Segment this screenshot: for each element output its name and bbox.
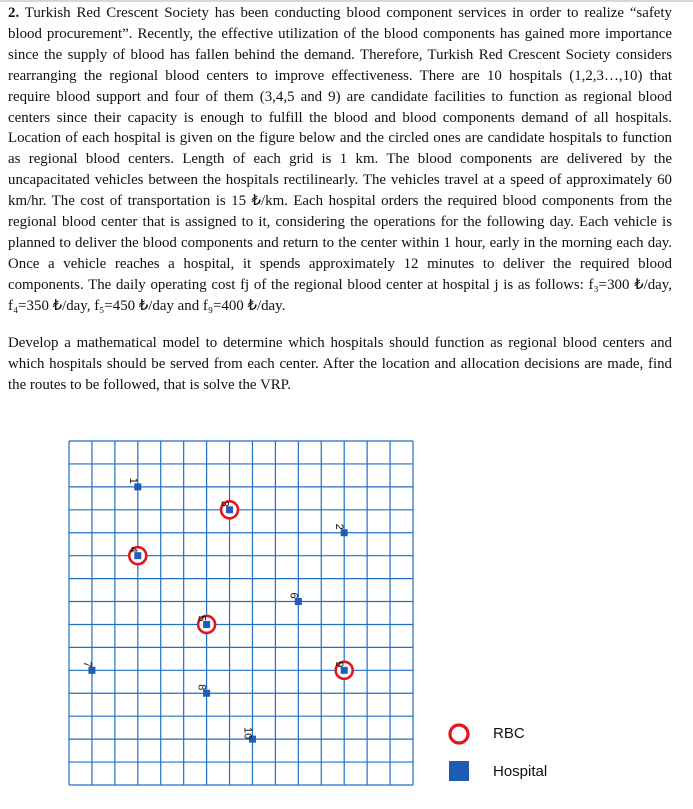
hospital-4 (127, 547, 147, 565)
hospital-8 (196, 684, 211, 697)
hospital-square-8 (203, 690, 210, 697)
hospital-label-4: 4 (126, 546, 139, 553)
hospital-square-5 (203, 621, 210, 628)
hospital-10 (241, 727, 256, 743)
hospital-label-5: 5 (195, 615, 208, 622)
legend-hospital-icon (449, 761, 469, 781)
legend-hospital-label: Hospital (493, 763, 548, 780)
hospital-label-1: 1 (126, 477, 139, 484)
hospital-3 (219, 501, 239, 519)
hospital-square-6 (295, 598, 302, 605)
legend-rbc-icon (450, 725, 468, 743)
task-statement: Develop a mathematical model to determine which hospitals should function as regional blood centers and which hospitals should be served from each center. After the location and allocation decisions are made, find the routes to be followed, that is solve the VRP. (8, 335, 672, 393)
hospital-label-9: 9 (333, 661, 346, 668)
hospital-7 (81, 661, 96, 674)
hospital-label-8: 8 (195, 684, 208, 691)
hospital-label-2: 2 (333, 523, 346, 530)
hospital-square-3 (226, 506, 233, 513)
hospital-label-7: 7 (80, 661, 93, 668)
hospital-square-2 (341, 529, 348, 536)
hospital-5 (196, 615, 216, 633)
legend-rbc-label: RBC (493, 725, 525, 742)
legend-icons (449, 725, 469, 781)
hospital-square-7 (88, 667, 95, 674)
hospital-2 (333, 524, 348, 537)
hospital-square-9 (341, 667, 348, 674)
hospital-square-1 (134, 483, 141, 490)
problem-number: 2. (8, 5, 20, 21)
hospital-9 (333, 661, 353, 679)
hospital-markers (81, 478, 353, 743)
hospital-label-6: 6 (287, 592, 300, 599)
grid (69, 441, 413, 785)
hospital-1 (127, 478, 142, 491)
hospital-6 (287, 592, 302, 605)
problem-text: Turkish Red Crescent Society has been conducting blood component services in order to realize “safety blood procurement”. Recently, the effective utilization of the blood components has gained more importance since the supply of blood has fallen behind the demand. Therefore, Turkish Red Crescent Society considers rearranging the regional blood centers to improve effectiveness. There are 10 hospitals (1,2,3…,10) that require blood support and four of them (3,4,5 and 9) are candidate facilities to function as regional blood centers since their capacity is enough to fulfill the blood and blood components demand of all hospitals. Location of each hospital is given on the figure below and the circled ones are candidate hospitals to function as regional blood centers. Length of each grid is 1 km. The blood components are delivered by the uncapacitated vehicles between the hospitals rectilinearly. The vehicles travel at a speed of approximately 60 km/hr. The cost of transportation is 15 ₺/km. Each hospital orders the required blood components from the regional blood center that is assigned to it, considering the operations for the following day. Each vehicle is planned to deliver the blood components and return to the center within 1 hour, early in the morning each day. Once a vehicle reaches a hospital, it spends approximately 12 minutes to deliver the required blood components. The daily operating cost fj of the regional blood center at hospital j is as follows: f₃=300 ₺/day, f₄=350 ₺/day, f₅=450 ₺/day and f₉=400 ₺/day. (8, 5, 672, 314)
hospital-label-3: 3 (218, 500, 231, 507)
hospital-label-10: 10 (241, 727, 254, 740)
hospital-square-4 (134, 552, 141, 559)
